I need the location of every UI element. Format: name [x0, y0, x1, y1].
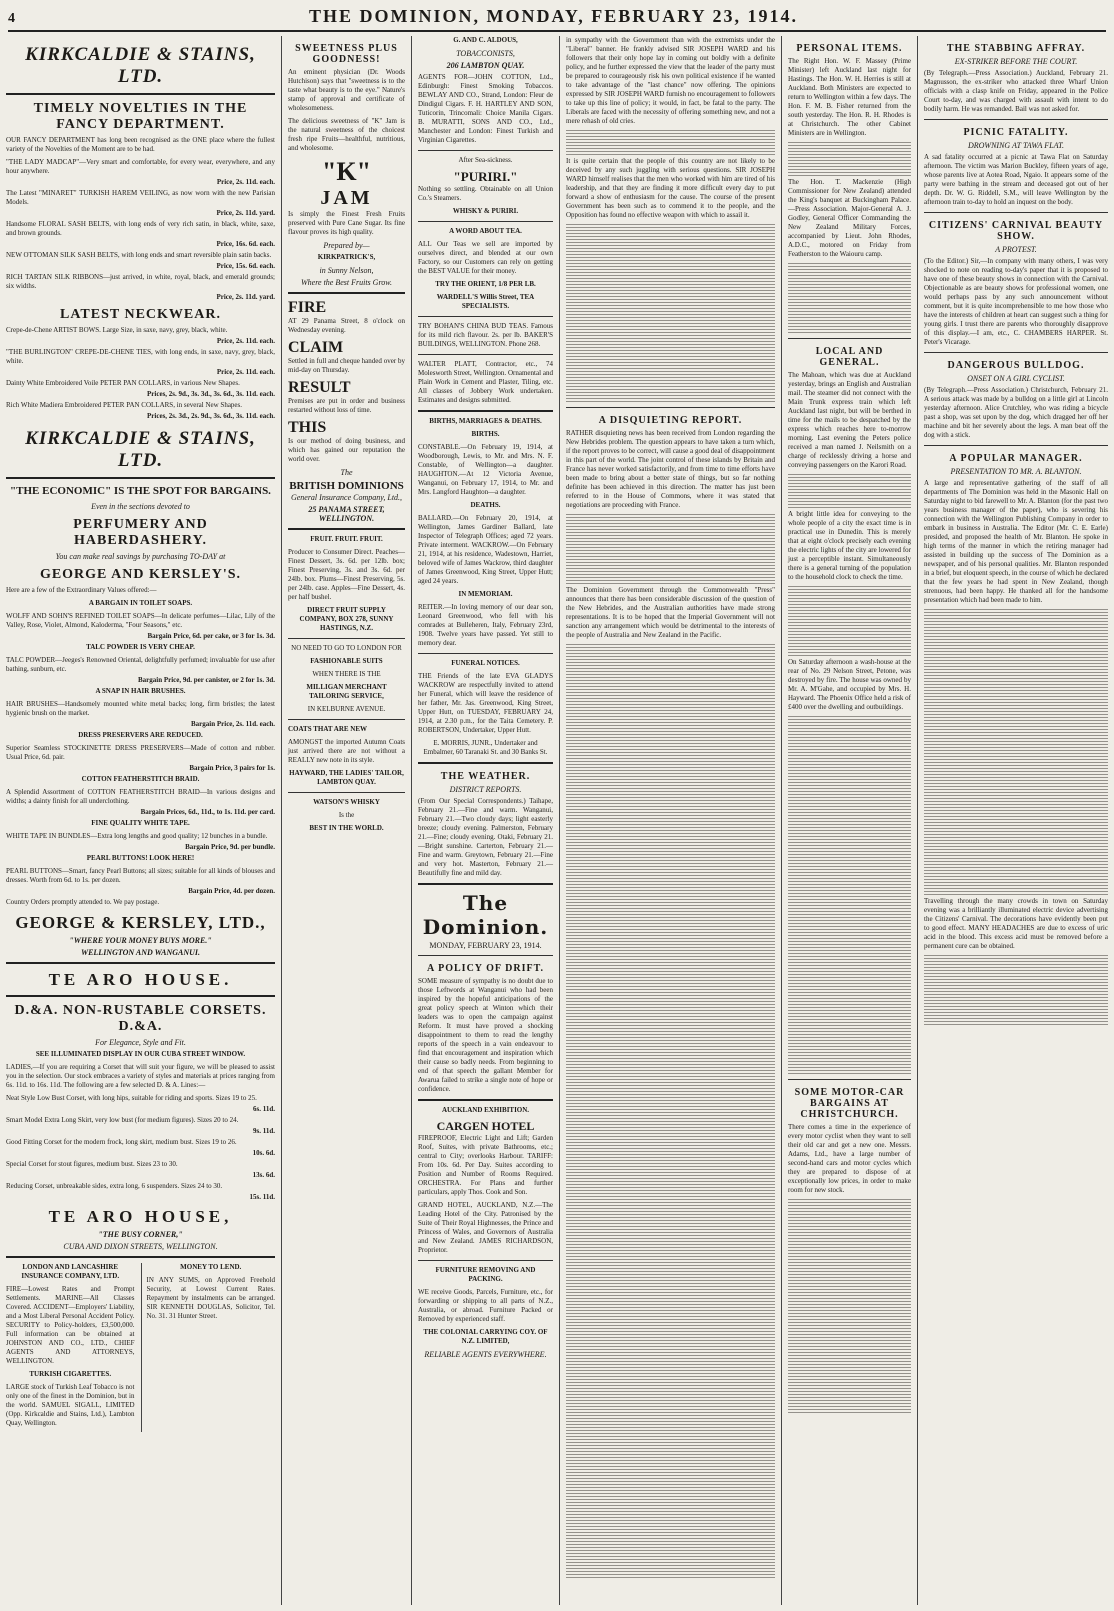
grand-hotel: GRAND HOTEL, AUCKLAND, N.Z.—The Leading Hotel of the City. Patronised by the Suite of Their Royal Highnesses, the Prince and Princess of Wales, and Governors of Australia and New Zealand. JAMES RICHARDSON, Proprietor. — [418, 1201, 553, 1254]
milligan: MILLIGAN MERCHANT TAILORING SERVICE, — [306, 683, 387, 700]
sunny-nelson: in Sunny Nelson, — [319, 266, 374, 275]
coats-text: AMONGST the imported Autumn Coats just arrived there are not without a REALLY new note in its style. — [288, 738, 405, 764]
coats-heading: COATS THAT ARE NEW — [288, 725, 368, 733]
local-heading: LOCAL AND GENERAL. — [815, 346, 884, 368]
gk-item-price: Bargain Price, 2s. 11d. each. — [191, 720, 275, 728]
disquiet-text-2: The Dominion Government through the Commonwealth "Press" announces that there has been considerable discussion of the question of the New Hebrides, and the Australian authorities have made strong representations. It is to be hoped that the Imperial Government will not sanction any arrangement which would be detrimental to the interests of the people of Australia and New Zealand in the Pacific. — [566, 586, 775, 639]
corset-item: Smart Model Extra Long Skirt, very low bust (for medium figures). Sizes 20 to 24. — [6, 1116, 239, 1124]
seasick: After Sea-sickness. — [458, 156, 513, 164]
bmd-heading: BIRTHS, MARRIAGES & DEATHS. — [429, 417, 542, 425]
puriri-heading: "PURIRI." — [453, 169, 518, 184]
picnic-sub: DROWNING AT TAWA FLAT. — [967, 141, 1065, 150]
gk-towns: WELLINGTON AND WANGANUI. — [80, 948, 201, 957]
walter-platt: WALTER PLATT, Contractor, etc., 74 Molesworth Street, Wellington. Ornamental and Plain Work in Cement and Plaster, Tiling, etc. All classes of Jobbery Work undertaken. Estimates and designs submitted. — [418, 360, 553, 404]
neckwear-list — [6, 326, 275, 420]
memoriam-heading: IN MEMORIAM. — [458, 590, 513, 598]
perfumery-heading: PERFUMERY AND HABERDASHERY. — [73, 517, 208, 548]
bohans-tea: TRY BOHAN'S CHINA BUD TEAS. Famous for its mild rich flavour. 2s. per lb. BAKER'S BUILDINGS, WELLINGTON. Phone 268. — [418, 322, 553, 348]
fashionable-suits: FASHIONABLE SUITS — [310, 657, 383, 665]
page-number: 4 — [8, 11, 15, 26]
corsets-sub: For Elegance, Style and Fit. — [95, 1038, 186, 1047]
fancy-price: Price, 16s. 6d. each. — [216, 240, 275, 248]
column-1 — [0, 36, 282, 1605]
cargen-text: FIREPROOF, Electric Light and Lift; Garden Roof, Suites, with private Bathrooms, etc.; central to City; overlooks Harbour. TARIFF: From 10s. 6d. Per Day. Suites according to Position and Number of Rooms Required. ORCHESTRA. For Plans and further particulars, apply Thos. Cook and Son. — [418, 1134, 553, 1196]
leader-text-2: It is quite certain that the people of this country are not likely to be deceived by any such juggling with serious questions. SIR JOSEPH WARD himself realises that the men who worked with him are tired of his leadership, and that they are finding it more difficult every day to put forward a show of enthusiasm for the cause. The course of the present Government has been such as to commend it to the people, and the Opposition has found no effective weapon with which to assail it. — [566, 157, 775, 219]
cargen-heading: CARGEN HOTEL — [436, 1119, 535, 1133]
money-text: IN ANY SUMS, on Approved Freehold Security, at Lowest Current Rates. Repayment by instalments can be arranged. SIR KENNETH DOUGLAS, Solicitor, Tel. No. 31. 31 Hunter Street. — [146, 1276, 275, 1320]
fancy-item: RICH TARTAN SILK RIBBONS—just arrived, in white, royal, black, and emerald grounds; six widths. — [6, 273, 275, 290]
stabbing-heading: THE STABBING AFFRAY. — [946, 43, 1086, 54]
aldous-text: AGENTS FOR—JOHN COTTON, Ltd., Edinburgh: Finest Smoking Tobaccos. BEWLAY AND CO., Strand, London: Fleur de Dindigul Cigars. F. H. HARTLEY AND SON, Tuticorin, Trincomali: Choice Manila Cigars. B. MURATTI, SONS AND CO., Ltd., Manchester and London: Finest Turkish and Virginian Cigarettes. — [418, 73, 553, 144]
insurance-ad — [6, 1263, 135, 1432]
insurance-heading: LONDON AND LANCASHIRE INSURANCE COMPANY, LTD. — [21, 1263, 120, 1280]
gk-item-text: HAIR BRUSHES—Handsomely mounted white metal backs; long, firm bristles; the latest hygienic brush on the market. — [6, 700, 275, 717]
prepared-by: Prepared by— — [323, 241, 370, 250]
result-text: Premises are put in order and business restarted without loss of time. — [288, 397, 405, 414]
this-text: Is our method of doing business, and which has gained our reputation the world over. — [288, 437, 405, 463]
watsons-best: BEST IN THE WORLD. — [309, 824, 384, 832]
personal-text-2: The Hon. T. Mackenzie (High Commissioner for New Zealand) attended the King's banquet at Buckingham Palace.—Press Association. Major-General A. J. Godley, General Officer Commanding the New Zealand Military Forces, accompanied by Lieut. John Rhodes, A.D.C., motored on Friday from Featherston to the Waiouru camp. — [788, 178, 911, 258]
sweetness-text-2: The delicious sweetness of "K" Jam is the natural sweetness of the choicest fresh ripe Fruits—healthful, nutritious, and wholesome. — [288, 117, 405, 152]
insurance-text: FIRE—Lowest Rates and Prompt Settlements. MARINE—All Classes Covered. ACCIDENT—Employers' Liability, and a Most Liberal Personal Accident Policy. SECURITY to Policy-holders, £3,500,000. Full information can be obtained at JOHNSTON AND CO., LTD., CHIEF AGENTS AND ATTORNEYS, WELLINGTON. — [6, 1285, 135, 1365]
corset-item: Reducing Corset, unbreakable sides, extra long, 6 suspenders. Sizes 24 to 30. — [6, 1182, 223, 1190]
column-2 — [282, 36, 412, 1605]
neckwear-item: Dainty White Embroidered Voile PETER PAN COLLARS, in various New Shapes. — [6, 379, 240, 387]
column-4 — [560, 36, 782, 1605]
gk-note: Country Orders promptly attended to. We pay postage. — [6, 898, 160, 906]
k-big: "K" — [321, 157, 372, 186]
corset-item: Neat Style Low Bust Corset, with long hips, suitable for riding and sports. Sizes 19 to 25. — [6, 1094, 257, 1102]
disquiet-text: RATHER disquieting news has been received from London regarding the New Hebrides problem. The question appears to have taken a turn which, if the report proves to be correct, will cause a good deal of disappointment in this part of the world. The joint control of these islands by Britain and France has never worked satisfactorily, and from time to time efforts have been made to bring about a better state of things, but so far nothing definite has been achieved in this direction. The matter has just been referred to in the House of Commons, where it was stated that negotiations are proceeding with France. — [566, 429, 775, 509]
economic-heading: "THE ECONOMIC" IS THE SPOT FOR BARGAINS. — [10, 485, 271, 497]
aldous-address: 206 LAMBTON QUAY. — [446, 61, 525, 70]
gk-items — [6, 599, 275, 895]
jam-heading: JAM — [320, 187, 373, 209]
puriri-text: Nothing so settling. Obtainable on all Union Co.'s Steamers. — [418, 185, 553, 202]
gk-item-head: A SNAP IN HAIR BRUSHES. — [95, 687, 186, 695]
fancy-item: NEW OTTOMAN SILK SASH BELTS, with long ends and smart reversible plain satin backs. — [6, 251, 272, 259]
kelburne: IN KELBURNE AVENUE. — [307, 705, 386, 713]
fancy-item: Handsome FLORAL SASH BELTS, with long ends of very rich satin, in black, white, saxe, and brown grounds. — [6, 220, 275, 237]
colonial-sub: RELIABLE AGENTS EVERYWHERE. — [424, 1350, 547, 1359]
corset-item: Special Corset for stout figures, medium bust. Sizes 23 to 30. — [6, 1160, 178, 1168]
fancy-list — [6, 158, 275, 301]
tea-heading: A WORD ABOUT TEA. — [449, 227, 522, 235]
weather-text: (From Our Special Correspondents.) Taihape, February 21.—Fine and warm. Wanganui, February 21.—Two cloudy days; light easterly breeze; cloudy evening. Palmerston, February 21.—Fine; cloudy evening. Otaki, February 21.—Bright sunshine. Carterton, February 21.—Fine and warm. Greytown, February 21.—Fine and very hot. Masterton, February 21.—Beautifully fine and mild day. — [418, 797, 553, 877]
gk-intro: Here are a few of the Extraordinary Values offered:— — [6, 586, 157, 594]
george-kersley-name: GEORGE AND KERSLEY'S. — [39, 567, 242, 582]
carnival-heading: CITIZENS' CARNIVAL BEAUTY SHOW. — [928, 220, 1104, 242]
policy-text: SOME measure of sympathy is no doubt due to those Leftwords at Wanganui who had been inspired by the hopeful anticipations of the great policy speech at Winton which their leaders was to open the campaign against Reform. It must have proved a shocking disappointment to them to read the lengthy reports of the speech in a vain endeavour to find that encouragement and inspiration which their cause so badly needs. From beginning to end of that speech the gallant Member for Awarua failed to strike a single note of hope or confidence. — [418, 977, 553, 1093]
manager-heading: A POPULAR MANAGER. — [949, 453, 1083, 464]
memoriam-text: REITER.—In loving memory of our dear son, Leonard Greenwood, who fell with his comrades at Bulleheren, Italy, February 23rd, 1908. Twelve years have passed. Yet still to memory dear. — [418, 603, 553, 647]
fancy-item: The Latest "MINARET" TURKISH HAREM VEILING, as now worn with the new Parisian Models. — [6, 189, 275, 206]
local-text-3: On Saturday afternoon a wash-house at the rear of No. 29 Nelson Street, Petone, was destroyed by fire. The house was owned by Mr. A. M'Gahe, and occupied by Mrs. H. Hayward. The Phoenix Office held a risk of £400 over the dwelling and outbuildings. — [788, 658, 911, 711]
dominion-date: MONDAY, FEBRUARY 23, 1914. — [429, 941, 542, 950]
fruit-text: Producer to Consumer Direct. Peaches—Finest Dessert, 3s. 6d. per 12lb. box; Finest Preserving, 3s. and 3s. 6d. per 24lb. box. Plums—Finest Preserving, 5s. per 24lb. case. Apples—Fine Dessert, 4s. per half bushel. — [288, 548, 405, 601]
watsons-whisky: WATSON'S WHISKY — [313, 798, 380, 806]
masthead-title: THE DOMINION, MONDAY, FEBRUARY 23, 1914. — [309, 6, 798, 26]
bdi-address: 25 PANAMA STREET, WELLINGTON. — [308, 505, 385, 523]
claim-text: Settled in full and cheque handed over by mid-day on Thursday. — [288, 357, 405, 374]
economic-sub: Even in the sections devoted to — [91, 502, 190, 511]
turkish-heading: TURKISH CIGARETTES. — [29, 1370, 112, 1378]
neckwear-item: Crepe-de-Chene ARTIST BOWS. Large Size, in saxe, navy, grey, black, white. — [6, 326, 228, 334]
corsets-intro: LADIES,—If you are requiring a Corset that will suit your figure, we will be pleased to assist you in the selection. Our stock embraces a variety of styles and materials at prices ranging from 6s. 11d. to 16s. 11d. The following are a few selected D. & A. Lines:— — [6, 1063, 275, 1089]
money-heading: MONEY TO LEND. — [180, 1263, 242, 1271]
tea-try: TRY THE ORIENT, 1/8 PER LB. — [435, 280, 536, 288]
corset-price: 6s. 11d. — [253, 1105, 275, 1113]
deaths-text: BALLARD.—On February 20, 1914, at Wellington, James Gardiner Ballard, late Inspector of Telegraph Offices; aged 72 years. Private interment. WACKROW.—On February 21, 1914, at his residence, Wadestown, Harriet, beloved wife of James Wackrow, third daughter of James Greenwood, King Street, Upper Hutt; aged 24 years. — [418, 514, 553, 585]
manager-text: A large and representative gathering of the staff of all departments of The Dominion was held in the Masonic Hall on Saturday night to bid farewell to Mr. A. Blanton (for the past two years business manager of the paper), who is severing his connection with the Wellington Publishing Company in order to embark in business in Australia. The Editor (Mr. C. E. Earle) presided, and proposed the health of Mr. Blanton. He spoke in high terms of the manner in which the retiring manager had assisted in building up the success of The Dominion as a newspaper, and of his personal qualities. Mr. Blanton responded in a brief, but eloquent speech, in the course of which he declared that the few years he had spent in New Zealand, though strenuous, had been happy. He thanked all for the handsome presentation which had been made to him. — [924, 479, 1108, 604]
no-need: NO NEED TO GO TO LONDON FOR — [291, 644, 402, 652]
colonial-carrying: THE COLONIAL CARRYING COY. OF N.Z. LIMITED, — [423, 1328, 548, 1345]
bulldog-text: (By Telegraph.—Press Association.) Christchurch, February 21. A serious attack was made by a bulldog on a little girl at Lincoln yesterday afternoon. Alice Crutchley, who was riding a bicycle past a shop, was set upon by the dog, which dragged her off her machine and bit her severely about the legs. A man beat off the dog with a stick. — [924, 386, 1108, 439]
stabbing-sub: EX-STRIKER BEFORE THE COURT. — [954, 57, 1078, 66]
tea-text: ALL Our Teas we sell are imported by ourselves direct, and blended at our own Factory, so our Customers can rely on getting the BEST VALUE for their money. — [418, 240, 553, 275]
picnic-heading: PICNIC FATALITY. — [963, 127, 1069, 138]
neckwear-price: Price, 2s. 11d. each. — [216, 368, 275, 376]
fancy-intro: OUR FANCY DEPARTMENT has long been recognised as the ONE place where the fullest variety of the Novelties of the Moment are to be had. — [6, 136, 275, 153]
gk-tagline: "WHERE YOUR MONEY BUYS MORE." — [69, 936, 212, 945]
exhibition-heading: AUCKLAND EXHIBITION. — [441, 1106, 530, 1114]
neckwear-price: Prices, 2s. 3d., 2s. 9d., 3s. 6d., 3s. 11d. each. — [147, 412, 275, 420]
motor-heading: SOME MOTOR-CAR BARGAINS AT CHRISTCHURCH. — [794, 1087, 905, 1120]
money-ad — [141, 1263, 276, 1432]
gk-item-head: A BARGAIN IN TOILET SOAPS. — [88, 599, 193, 607]
deaths-heading: DEATHS. — [470, 501, 501, 509]
fancy-price: Price, 15s. 6d. each. — [216, 262, 275, 270]
corset-price: 10s. 6d. — [252, 1149, 275, 1157]
furniture-text: WE receive Goods, Parcels, Furniture, etc., for forwarding or shipping to all parts of N.Z., Australia, or abroad. Furniture Packed or Removed by experienced staff. — [418, 1288, 553, 1323]
corset-price: 13s. 6d. — [252, 1171, 275, 1179]
col1-bottom-row — [6, 1263, 275, 1432]
fruit-company: DIRECT FRUIT SUPPLY COMPANY, BOX 278, SUNNY HASTINGS, N.Z. — [299, 606, 394, 632]
gk-item-head: TALC POWDER IS VERY CHEAP. — [86, 643, 195, 651]
gk-brand: GEORGE & KERSLEY, LTD., — [15, 913, 266, 932]
gk-item-text: A Splendid Assortment of COTTON FEATHERSTITCH BRAID—In various designs and widths; a dainty finish for all underclothing. — [6, 788, 275, 805]
gk-item-price: Bargain Price, 6d. per cake, or 3 for 1s. 3d. — [147, 632, 275, 640]
fancy-department-heading: TIMELY NOVELTIES IN THE FANCY DEPARTMENT. — [33, 101, 248, 132]
neckwear-price: Prices, 2s. 9d., 3s. 3d., 3s. 6d., 3s. 11d. each. — [147, 390, 275, 398]
gk-item-price: Bargain Price, 3 pairs for 1s. — [189, 764, 275, 772]
personal-heading: PERSONAL ITEMS. — [796, 43, 903, 54]
fancy-item: "THE LADY MADCAP"—Very smart and comfortable, for every wear, everywhere, and any hour anywhere. — [6, 158, 275, 175]
picnic-text: A sad fatality occurred at a picnic at Tawa Flat on Saturday afternoon. The victim was Marion Buckley, fifteen years of age, whose parents live at Aotea Road, Ngaio. It appears some of the party were bathing in the stream and deceased got out of her depth. Dr. W. G. Riddell, S.M., will leave Wellington by the afternoon train to-day to hold an inquest on the body. — [924, 153, 1108, 206]
te-aro-address: CUBA AND DIXON STREETS, WELLINGTON. — [63, 1242, 218, 1251]
the-label: The — [340, 468, 353, 477]
gk-item-head: COTTON FEATHERSTITCH BRAID. — [81, 775, 200, 783]
births-text: CONSTABLE.—On February 19, 1914, at Woodborough, Lewis, to Mr. and Mrs. N. F. Constable, of Wellington—a daughter. HAUGHTON.—At 12 Victoria Avenue, Wanganui, on February 17, 1914, to Mr. and Mrs. Langford Haughton—a daughter. — [418, 443, 553, 496]
whisky-puriri: WHISKY & PURIRI. — [452, 207, 519, 215]
kirkcaldie-brand: KIRKCALDIE & STAINS, LTD. — [25, 44, 256, 87]
births-heading: BIRTHS. — [471, 430, 500, 438]
neckwear-item: "THE BURLINGTON" CREPE-DE-CHENE TIES, with long ends, in saxe, navy, grey, black, white. — [6, 348, 275, 365]
gk-item-price: Bargain Price, 9d. per bundle. — [185, 843, 275, 851]
corset-item: Good Fitting Corset for the modern frock, long skirt, medium bust. Sizes 19 to 26. — [6, 1138, 237, 1146]
watsons-is-the: Is the — [338, 811, 355, 819]
perfumery-sub: You can make real savings by purchasing TO-DAY at — [55, 552, 226, 561]
this-heading: THIS — [288, 419, 327, 436]
gk-item-head: FINE QUALITY WHITE TAPE. — [91, 819, 190, 827]
aldous-sub: TOBACCONISTS, — [456, 49, 515, 58]
stabbing-text: (By Telegraph.—Press Association.) Auckland, February 21. Magnusson, the ex-striker who attacked three Wharf Union officials with a clasp knife on Friday, appeared in the Police Court to-day, and was charged with assault with intent to do bodily harm. He was remanded. Bail was not asked for. — [924, 69, 1108, 113]
when-there: WHEN THERE IS THE — [312, 670, 381, 678]
fancy-price: Price, 2s. 11d. yard. — [216, 293, 275, 301]
motor-text: There comes a time in the experience of every motor cyclist when they want to sell their old car and get a new one. Messrs. Adams, Ltd., have a large number of second-hand cars and motor cycles which they are prepared to dispose of at exceptionally low prices, in order to make room for new stock. — [788, 1123, 911, 1194]
bdi-sub: General Insurance Company, Ltd., — [290, 493, 403, 502]
hayward: HAYWARD, THE LADIES' TAILOR, LAMBTON QUAY. — [289, 769, 404, 786]
personal-text: The Right Hon. W. F. Massey (Prime Minister) left Auckland last night for Hastings. The Hon. W. H. Herries is still at Auckland. Both Ministers are expected to return to Wellington within a few days. The Hon. F. M. B. Fisher returned from the south yesterday. The Hon. R. H. Rhodes is at Christchurch. The other Cabinet Ministers are in Wellington. — [788, 57, 911, 137]
gk-item-head: DRESS PRESERVERS ARE REDUCED. — [78, 731, 203, 739]
neckwear-item: Rich White Madiera Embroidered PETER PAN COLLARS, in several New Shapes. — [6, 401, 243, 409]
bulldog-sub: ONSET ON A GIRL CYCLIST. — [967, 374, 1065, 383]
gk-item-text: PEARL BUTTONS—Smart, fancy Pearl Buttons; all sizes; suitable for all kinds of blouses and dresses. Worth from 6d. to 1s. per dozen. — [6, 867, 275, 884]
column-6 — [918, 36, 1114, 1605]
weather-heading: THE WEATHER. — [440, 771, 531, 782]
sweetness-heading: SWEETNESS PLUS GOODNESS! — [295, 43, 398, 65]
fire-text: AT 29 Panama Street, 8 o'clock on Wednesday evening. — [288, 317, 405, 334]
wardells: WARDELL'S Willis Street, TEA SPECIALISTS. — [436, 293, 535, 310]
gk-item-head: PEARL BUTTONS! LOOK HERE! — [86, 854, 195, 862]
gk-item-price: Bargain Price, 4d. per dozen. — [188, 887, 275, 895]
kirkcaldie-brand-2: KIRKCALDIE & STAINS, LTD. — [25, 428, 256, 471]
policy-heading: A POLICY OF DRIFT. — [426, 963, 545, 974]
result-heading: RESULT — [288, 379, 351, 396]
gk-item-text: WOLFF AND SOHN'S REFINED TOILET SOAPS—In delicate perfumes—Lilac, Lily of the Valley, Rose, Violet, Almond, Kaloderma, "Four Seasons," etc. — [6, 612, 275, 629]
british-dominions: BRITISH DOMINIONS — [289, 480, 404, 492]
neckwear-heading: LATEST NECKWEAR. — [60, 307, 221, 322]
jam-text: Is simply the Finest Fresh Fruits preserved with Pure Cane Sugar. Its fine flavour proves its high quality. — [288, 210, 405, 236]
morris-undertaker: E. MORRIS, JUNR., Undertaker and Embalmer, 60 Taranaki St. and 30 Banks St. — [423, 739, 548, 756]
column-3 — [412, 36, 560, 1605]
kirkpatricks: KIRKPATRICK'S, — [317, 253, 376, 261]
protest-text: (To the Editor.) Sir,—In company with many others, I was very shocked to note on reading to-day's paper that it is proposed to have one of these beauty shows in connection with the Carnival. Objectionable as are beauty shows for professional women, one would perhaps pass by any such announcement without comment, but it is quite incomprehensible to me how those who have the interests of children at heart can suggest such a thing for young girls. I trust there are parents who thoroughly disapprove of this display.—I am, etc., C. CHAMBERS HARPER. St. Peter's Vicarage. — [924, 257, 1108, 346]
gk-item-price: Bargain Price, 9d. per canister, or 2 for 1s. 3d. — [137, 676, 275, 684]
corsets-display: SEE ILLUMINATED DISPLAY IN OUR CUBA STREET WINDOW. — [35, 1050, 246, 1058]
gk-item-text: Superior Seamless STOCKINETTE DRESS PRESERVERS—Made of cotton and rubber. Usual Price, 6d. pair. — [6, 744, 275, 761]
gk-item-text: WHITE TAPE IN BUNDLES—Extra long lengths and good quality; 12 bunches in a bundle. — [6, 832, 268, 840]
bulldog-heading: DANGEROUS BULLDOG. — [947, 360, 1085, 371]
turkish-text: LARGE stock of Turkish Leaf Tobacco is not only one of the finest in the Dominion, but in the world. SAMUEL SIGALL, LIMITED (Opp. Kirkcaldie and Stains, Ltd.), Lambton Quay, Wellington. — [6, 1383, 135, 1427]
corset-price: 15s. 11d. — [249, 1193, 275, 1201]
neckwear-price: Price, 2s. 11d. each. — [216, 337, 275, 345]
dominion-nameplate: The Dominion. — [422, 891, 549, 939]
funeral-heading: FUNERAL NOTICES. — [451, 659, 520, 667]
weather-sub: DISTRICT REPORTS. — [449, 785, 522, 794]
best-fruits: Where the Best Fruits Grow. — [300, 278, 393, 287]
manager-sub: PRESENTATION TO MR. A. BLANTON. — [950, 467, 1082, 476]
fancy-price: Price, 2s. 11d. yard. — [216, 209, 275, 217]
te-aro-house-2: TE ARO HOUSE, — [48, 1207, 233, 1226]
manager-text-2: Travelling through the many crowds in town on Saturday evening was a brilliantly illuminated electric device advertising the Citizens' Carnival. The decorations have evidently been put to good effect. MANY HEADACHES are due to excess of uric acid in the blood. This excess acid must be removed before a permanent cure can be obtained. — [924, 897, 1108, 950]
local-text: The Mahoan, which was due at Auckland yesterday, brings an English and Australian mail. The steamer did not connect with the Main Trunk express train which left Auckland last night, but will be berthed in time for the mails to be despatched by the express which reaches here to-morrow morning. Last evening the Peters police received a man named J. Neilsmith on a charge of recklessly driving a horse and conveying passengers on the Karori Road. — [788, 371, 911, 469]
local-text-2: A bright little idea for conveying to the whole people of a city the exact time is in practical use in Dunedin. This is merely that at eight o'clock precisely each evening the electric lights of the city are lowered for just a perceptible instant. Simultaneously there is a general turning of the population to the household clock to check the time. — [788, 510, 911, 581]
column-5 — [782, 36, 918, 1605]
aldous-heading: G. AND C. ALDOUS, — [453, 36, 518, 44]
gk-item-price: Bargain Prices, 6d., 11d., to 1s. 11d. per card. — [140, 808, 275, 816]
disquiet-heading: A DISQUIETING REPORT. — [598, 415, 743, 426]
sweetness-text: An eminent physician (Dr. Woods Hutchison) says that "sweetness is to the taste what beauty is to the eye." Nature's stamp of approval and certificate of wholesomeness. — [288, 68, 405, 112]
claim-heading: CLAIM — [288, 339, 344, 356]
gk-item-text: TALC POWDER—Jeeges's Renowned Oriental, delightfully perfumed; invaluable for use after bathing, sunburn, etc. — [6, 656, 275, 673]
corset-price: 9s. 11d. — [253, 1127, 275, 1135]
te-aro-tagline: "THE BUSY CORNER," — [98, 1230, 183, 1239]
fire-heading: FIRE — [288, 299, 327, 316]
corsets-list — [6, 1094, 275, 1201]
protest-heading: A PROTEST. — [995, 245, 1037, 254]
corsets-heading: D.&A. NON-RUSTABLE CORSETS. D.&A. — [14, 1003, 267, 1034]
te-aro-house: TE ARO HOUSE. — [48, 970, 233, 989]
fancy-price: Price, 2s. 11d. each. — [216, 178, 275, 186]
furniture-heading: FURNITURE REMOVING AND PACKING. — [435, 1266, 536, 1283]
leader-text: in sympathy with the Government than with the extremists under the "Liberal" banner. He frankly advised SIR JOSEPH WARD and his followers that their only hope lay in coming out boldly with a definite policy, and he further expressed the view that the leader of the party must be prepared to courageously risk his own political existence if he wanted to take advantage of the "last chance" now offering. The opinions expressed by SIR JOSEPH WARD furnish no encouragement to followers to take up this line of policy; it would, in fact, be fatal to the party. The Liberals are faced with the necessity of offering something new, and not a mere rehash of old cries. — [566, 36, 775, 125]
fruit-heading: FRUIT. FRUIT. FRUIT. — [310, 535, 383, 543]
funeral-text: THE Friends of the late EVA GLADYS WACKROW are respectfully invited to attend her Funeral, which will leave the residence of her father, Mr. Jas. Greenwood, King Street, Upper Hutt, on TUESDAY, FEBRUARY 24, 1914, at 2.30 p.m., for the Taita Cemetery. P. ROBERTSON, Undertaker, Upper Hutt. — [418, 672, 553, 734]
masthead — [8, 4, 1106, 32]
